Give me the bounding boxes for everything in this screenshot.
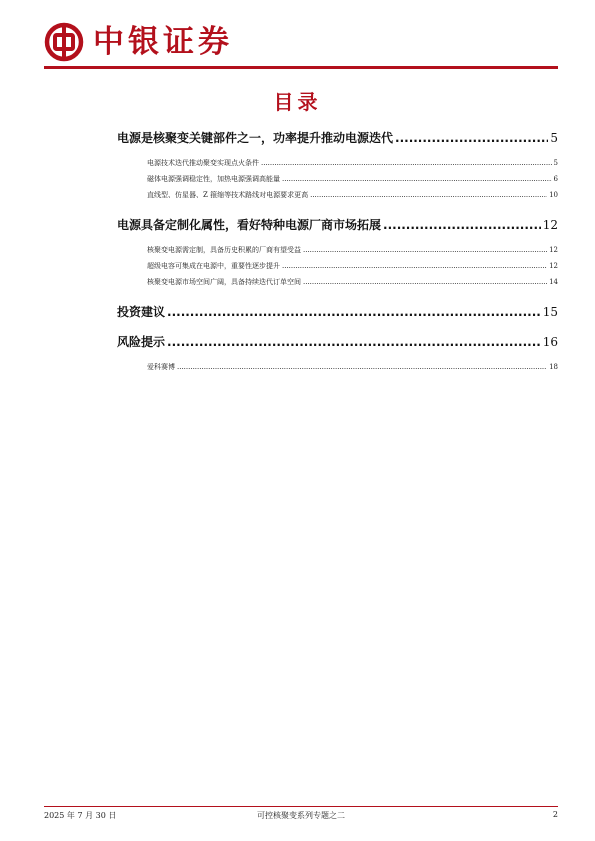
toc-entry[interactable] <box>117 333 558 350</box>
dot-leader <box>167 305 541 319</box>
toc-entry[interactable] <box>147 190 558 200</box>
toc-entry-text: 核聚变电源市场空间广阔，具备持续迭代订单空间 <box>147 278 301 286</box>
toc-entry-text: 电源具备定制化属性，看好特种电源厂商市场拓展 <box>117 218 382 232</box>
toc-entry-text: 风险提示 <box>117 335 166 349</box>
toc-entry-page: 14 <box>549 278 558 286</box>
toc-entry-page: 12 <box>549 246 558 254</box>
toc-entry-page: 5 <box>550 131 558 145</box>
toc-entry-page: 18 <box>549 363 558 371</box>
toc-entry[interactable] <box>147 277 558 287</box>
toc-entry[interactable] <box>147 245 558 255</box>
page-footer <box>44 810 558 824</box>
dot-leader <box>282 175 552 183</box>
toc-entry[interactable] <box>147 174 558 184</box>
toc-entry-text: 电源技术迭代推动聚变实现点火条件 <box>147 159 259 167</box>
toc-entry-text: 直线型、仿星器、Z 箍缩等技术路线对电源要求更高 <box>147 191 309 199</box>
toc-entry-page: 12 <box>549 262 558 270</box>
toc-entry-page: 12 <box>542 218 558 232</box>
toc-entry-page: 10 <box>549 191 558 199</box>
page-number: 2 <box>552 810 558 819</box>
toc-entry[interactable] <box>147 158 558 168</box>
bank-of-china-logo-icon <box>44 22 84 62</box>
toc-entry-text: 磁体电源强调稳定性，加热电源强调高能量 <box>147 175 280 183</box>
toc-entry-page: 6 <box>553 175 558 183</box>
dot-leader <box>303 246 547 254</box>
toc-entry[interactable] <box>117 129 558 146</box>
toc-entry-text: 投资建议 <box>117 305 166 319</box>
footer-divider <box>44 806 558 807</box>
dot-leader <box>177 363 547 371</box>
toc-entry-text: 电源是核聚变关键部件之一，功率提升推动电源迭代 <box>117 131 394 145</box>
dot-leader <box>261 159 552 167</box>
toc-entry-text: 核聚变电源需定制，具备历史积累的厂商有望受益 <box>147 246 301 254</box>
toc-entry[interactable] <box>117 216 558 233</box>
toc-entry[interactable] <box>147 261 558 271</box>
toc-entry-page: 5 <box>553 159 558 167</box>
toc-entry-page: 16 <box>542 335 558 349</box>
toc-entry-page: 15 <box>542 305 558 319</box>
header-divider <box>44 66 558 69</box>
dot-leader <box>282 262 547 270</box>
toc-entry-text: 爱科赛博 <box>147 363 175 371</box>
dot-leader <box>383 218 541 232</box>
report-series: 可控核聚变系列专题之二 <box>257 811 345 820</box>
report-date: 2025 年 7 月 30 日 <box>44 811 117 820</box>
page-header <box>44 22 564 62</box>
dot-leader <box>167 335 541 349</box>
dot-leader <box>303 278 547 286</box>
toc-entry-text: 超级电容可集成在电源中，重要性逐步提升 <box>147 262 280 270</box>
dot-leader <box>310 191 547 199</box>
brand-name: 中银证券 <box>93 24 233 60</box>
toc-entry[interactable] <box>147 362 558 372</box>
dot-leader <box>395 131 548 145</box>
toc-title: 目录 <box>273 90 322 114</box>
toc-entry[interactable] <box>117 303 558 320</box>
